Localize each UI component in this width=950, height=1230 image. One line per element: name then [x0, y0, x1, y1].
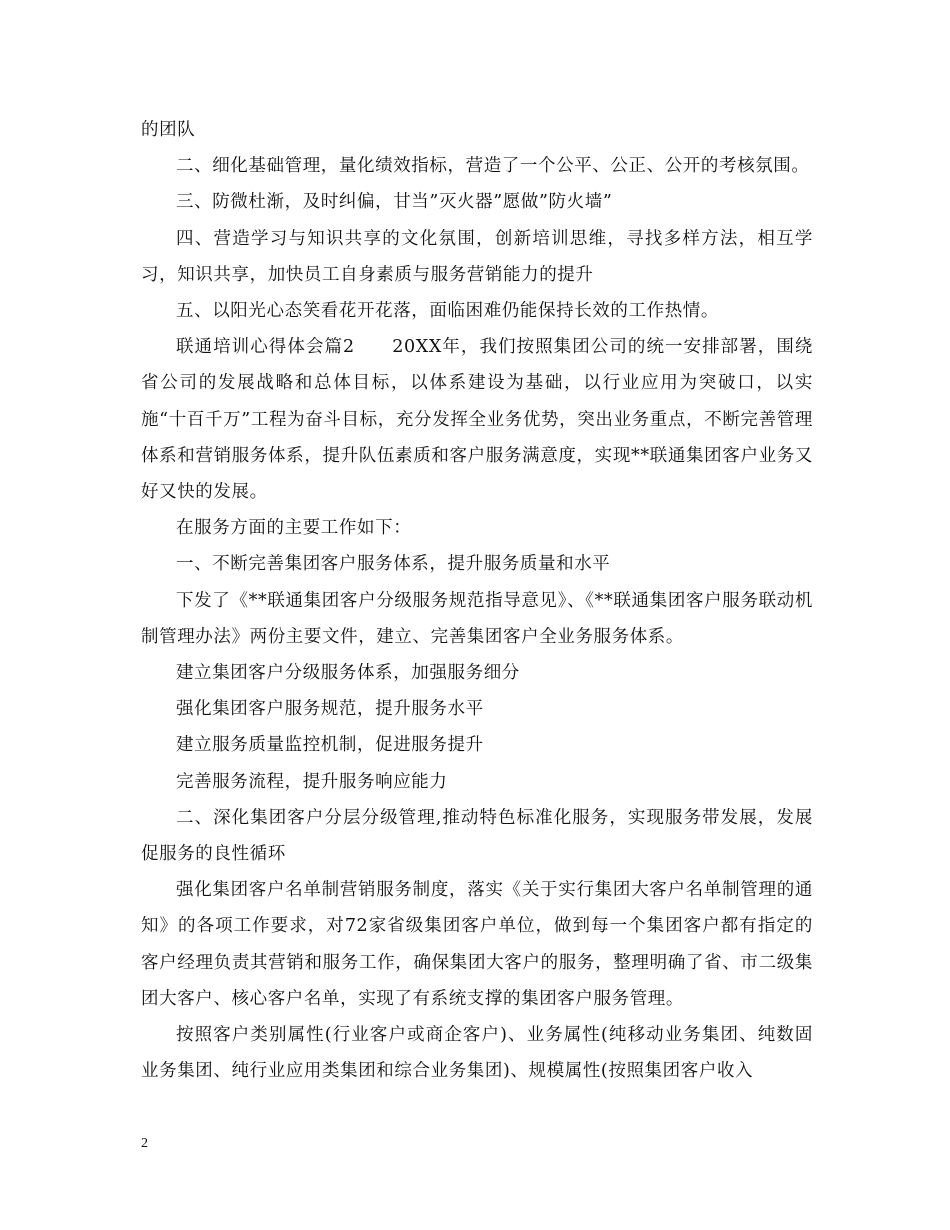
- paragraph: 强化集团客户服务规范，提升服务水平: [176, 699, 484, 720]
- paragraph: 下发了《**联通集团客户分级服务规范指导意见》、《**联通集团客户服务联动机制管理办法》两份主要文件，建立、完善集团客户全业务服务体系。: [141, 590, 813, 647]
- paragraph: 完善服务流程，提升服务响应能力: [176, 771, 448, 792]
- paragraph: 三、防微杜渐，及时纠偏，甘当”灭火器”愿做”防火墙”: [176, 192, 613, 213]
- paragraph: 联通培训心得体会篇2 20XX年，我们按照集团公司的统一安排部署，围绕省公司的发展战略和总体目标，以体系建设为基础，以行业应用为突破口，以实施“十百千万”工程为奋斗目标，充分发挥全业务优势，突出业务重点，不断完善管理体系和营销服务体系，提升队伍素质和客户服务满意度，实现**联通集团客户业务又好又快的发展。: [141, 337, 813, 503]
- paragraph: 强化集团客户名单制营销服务制度，落实《关于实行集团大客户名单制管理的通知》的各项工作要求，对72家省级集团客户单位，做到每一个集团客户都有指定的客户经理负责其营销和服务工作，确保集团大客户的服务，整理明确了省、市二级集团大客户、核心客户名单，实现了有系统支撑的集团客户服务管理。: [141, 880, 813, 1009]
- page-number: 2: [141, 1136, 148, 1151]
- document-body: [141, 112, 813, 1089]
- paragraph: 在服务方面的主要工作如下：: [176, 518, 412, 539]
- paragraph: 二、深化集团客户分层分级管理,推动特色标准化服务，实现服务带发展，发展促服务的良性循环: [141, 807, 813, 865]
- paragraph: 的团队: [141, 120, 196, 140]
- paragraph: 五、以阳光心态笑看花开花落，面临困难仍能保持长效的工作热情。: [176, 301, 719, 322]
- paragraph: 一、不断完善集团客户服务体系，提升服务质量和水平: [176, 554, 611, 575]
- paragraph: 建立集团客户分级服务体系，加强服务细分: [176, 663, 520, 684]
- paragraph: 按照客户类别属性(行业客户或商企客户)、业务属性(纯移动业务集团、纯数固业务集团、纯行业应用类集团和综合业务集团)、规模属性(按照集团客户收入: [141, 1025, 813, 1082]
- paragraph: 四、营造学习与知识共享的文化氛围，创新培训思维，寻找多样方法，相互学习，知识共享，加快员工自身素质与服务营销能力的提升: [141, 228, 813, 285]
- paragraph: 二、细化基础管理，量化绩效指标，营造了一个公平、公正、公开的考核氛围。: [176, 156, 810, 177]
- paragraph: 建立服务质量监控机制，促进服务提升: [176, 735, 484, 756]
